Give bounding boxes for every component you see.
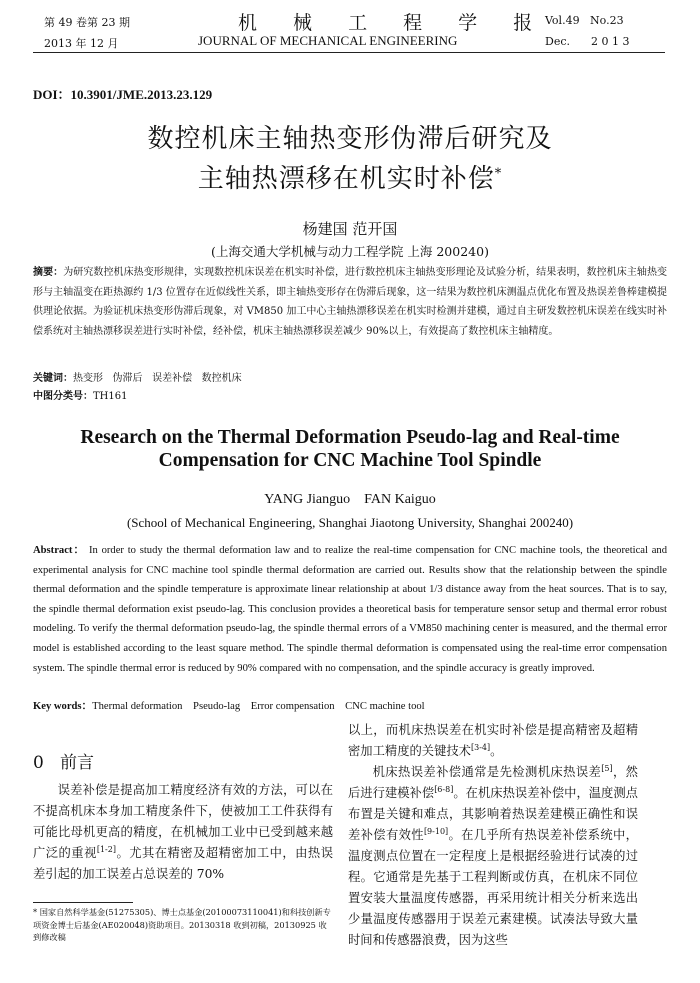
right-paragraph-0: [348, 720, 638, 762]
abstract-cn: [33, 263, 667, 341]
header-date-en: Dec. 2 0 1 3: [545, 35, 630, 48]
right-p1-text-c: 。在机床热误差补偿中，温度测点布置是关键和难点，其影响着热误差建模正确性和误差补偿有效性: [348, 786, 638, 842]
title-cn-line2-wrap: [0, 158, 700, 195]
right-ref-1: [5]: [601, 763, 613, 773]
header-volume-issue-cn: 第 49 卷第 23 期: [44, 16, 130, 29]
title-cn-line2: 主轴热漂移在机实时补偿: [197, 164, 495, 194]
abstract-cn-text: 为研究数控机床热变形规律，实现数控机床误差在机实时补偿，进行数控机床主轴热变形理论及试验分析，结果表明，数控机床主轴热变形与主轴温变在距热源约 1/3 位置存在近似线性关系，即主轴热变形存在伪滞后现象，这一结果为数控机床测温点优化布置及热误差鲁棒建模提供理论依据。为验证机床热变形伪滞后现象，对 VM850 加工中心主轴热漂移误差在机实时检测并建模，通过自主研发数控机床误差在线实时补偿系统对主轴热漂移误差进行实时补偿，经补偿，机床主轴热漂移误差减少 90%以上，有效提高了数控机床主轴精度。: [33, 267, 668, 337]
right-ref-3: [9-10]: [423, 826, 449, 836]
abstract-en-label: Abstract：: [33, 545, 86, 556]
footnote-rule: [33, 902, 133, 903]
abstract-en: [33, 541, 667, 678]
abstract-cn-label: 摘要：: [33, 267, 64, 278]
title-en-line2: Compensation for CNC Machine Tool Spindle: [158, 450, 542, 471]
keywords-en: [33, 698, 425, 713]
right-p1-text-a: 机床热误差补偿通常是先检测机床热误差: [372, 765, 602, 779]
right-paragraph-1: [348, 762, 638, 951]
left-column: [33, 780, 333, 885]
title-en-line1: Research on the Thermal Deformation Pseudo-lag and Real-time: [80, 427, 620, 448]
right-p1-text-d: 。在几乎所有热误差补偿系统中，温度测点位置在一定程度上是根据经验进行试凑的过程。它通常是先基于工程判断或仿真，在机床不同位置安装大量温度传感器，再采用统计相关分析来选出少量温度传感器用于误差元素建模。试凑法导致大量时间和传感器浪费，因为这些: [348, 828, 638, 947]
abstract-en-text: In order to study the thermal deformation law and to realize the real-time compensation for CNC machine tools, the theoretical and experimental analysis for CNC machine tool spindle thermal deformation are carried out. Results show that the relationship between the spindle thermal deformation and the spindle temperature is approximate linear relationship at about 1/3 distance away from the heat sources. That is to say, the spindle thermal deformation exist pseudo-lag. This conclusion provides a theoretical basis for temperature sensor setup and thermal error robust modeling. To verify the thermal deformation pseudo-lag, the spindle thermal errors of a VM850 machining center is measured, and the thermal error model is established according to the least square method. The spindle thermal deformation is compensated using the real-time error compensation system. The spindle thermal error is reduced by 90% compared with no compensation, and the spindle accuracy is greatly improved.: [33, 545, 667, 674]
doi: DOI：10.3901/JME.2013.23.129: [33, 87, 213, 102]
keywords-cn: [33, 369, 242, 384]
footnote-text: 国家自然科学基金(51275305)、博士点基金(20100073110041)和科技创新专项资金博士后基金(AE020048)资助项目。20130318 收到初稿，20130925 收到修改稿: [33, 907, 331, 942]
affiliation-en: (School of Mechanical Engineering, Shanghai Jiaotong University, Shanghai 200240): [126, 515, 574, 530]
classification-cn-text: TH161: [93, 391, 128, 402]
header-rule: [33, 52, 665, 53]
left-paragraph-text: 误差补偿是提高加工精度经济有效的方法，可以在不提高机床本身加工精度条件下，使被加工工件获得有可能比母机更高的精度，在机械加工业中已受到越来越广泛的重视: [33, 783, 333, 860]
section-heading: [33, 748, 94, 773]
affiliation-cn: (上海交通大学机械与动力工程学院 上海 200240): [211, 244, 489, 259]
classification-cn-label: 中图分类号：: [33, 391, 93, 402]
section-title: 前言: [60, 753, 95, 773]
title-cn-footnote-mark: *: [494, 166, 503, 182]
classification-cn: [33, 387, 127, 402]
right-p0-text: 以上，而机床热误差在机实时补偿是提高精密及超精密加工精度的关键技术: [348, 723, 638, 758]
right-ref-0: [3-4]: [470, 742, 491, 752]
right-ref-2: [6-8]: [434, 784, 454, 794]
title-cn-line1: 数控机床主轴热变形伪滞后研究及: [147, 124, 553, 154]
keywords-cn-label: 关键词：: [33, 373, 73, 384]
right-p0-text-b: 。: [490, 744, 503, 758]
keywords-cn-text: 热变形 伪滞后 误差补偿 数控机床: [73, 373, 242, 384]
keywords-en-label: Key words：: [33, 701, 93, 712]
footnote: [33, 906, 333, 944]
left-paragraph-text-b: 。尤其在精密及超精密加工中，由热误差引起的加工误差占总误差的 70%: [33, 846, 333, 881]
header-date-cn: 2013 年 12 月: [44, 37, 119, 50]
header-journal-en: JOURNAL OF MECHANICAL ENGINEERING: [198, 33, 458, 48]
right-column: [348, 720, 638, 951]
left-paragraph: [33, 780, 333, 885]
header-volume-issue-en: Vol.49 No.23: [545, 14, 624, 27]
section-number: 0: [33, 753, 44, 773]
header-journal-cn: 机 械 工 程 学 报: [238, 12, 548, 34]
authors-en: YANG Jianguo FAN Kaiguo: [264, 492, 436, 507]
keywords-en-text: Thermal deformation Pseudo-lag Error compensation CNC machine tool: [92, 701, 425, 712]
footnote-mark: *: [33, 907, 38, 917]
authors-cn: 杨建国 范开国: [302, 220, 398, 238]
right-p1-text-b: ，然后进行建模补偿: [348, 765, 638, 800]
left-ref-1: [1-2]: [96, 844, 116, 854]
